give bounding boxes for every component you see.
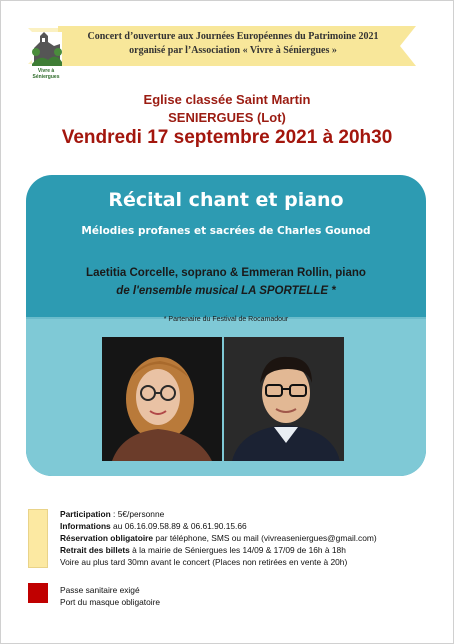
- performers: Laetitia Corcelle, soprano & Emmeran Rollin, piano: [86, 267, 366, 279]
- recital-title: Récital chant et piano: [108, 189, 344, 211]
- banner-line-2: organisé par l’Association « Vivre à Séniergues »: [129, 45, 337, 56]
- pianist-portrait-icon: [224, 337, 344, 461]
- sanitary-marker: [28, 583, 48, 603]
- town-name: SENIERGUES (Lot): [168, 110, 286, 125]
- banner-line-1: Concert d’ouverture aux Journées Européennes du Patrimoine 2021: [87, 31, 379, 42]
- informations-label: Informations: [60, 521, 111, 531]
- sanitary-pass: Passe sanitaire exigé: [60, 585, 140, 595]
- recital-subtitle: Mélodies profanes et sacrées de Charles Gounod: [81, 225, 371, 237]
- partner-note: * Partenaire du Festival de Rocamadour: [163, 316, 289, 323]
- participation-label: Participation: [60, 509, 111, 519]
- retrait-label: Retrait des billets: [60, 545, 130, 555]
- logo-caption: Vivre à Séniergues: [32, 68, 60, 80]
- retrait-value: à la mairie de Séniergues les 14/09 & 17/09 de 16h à 18h: [129, 545, 346, 555]
- arrival-line: Voire au plus tard 30mn avant le concert (Places non retirées en vente à 20h): [60, 557, 348, 567]
- reservation-value: par téléphone, SMS ou mail (vivreaseniergues@gmail.com): [153, 533, 377, 543]
- participation-line: [60, 508, 377, 520]
- banner-text: [68, 30, 398, 58]
- ensemble-name: de l'ensemble musical LA SPORTELLE *: [116, 285, 336, 297]
- header-banner: [28, 26, 416, 66]
- soprano-photo: [102, 337, 222, 461]
- reservation-label: Réservation obligatoire: [60, 533, 154, 543]
- concert-date: Vendredi 17 septembre 2021 à 20h30: [61, 127, 393, 148]
- informations-line: [60, 520, 377, 532]
- sanitary-info: [60, 584, 160, 608]
- soprano-portrait-icon: [102, 337, 222, 461]
- recital-panel: [26, 175, 426, 476]
- participation-value: : 5€/personne: [110, 509, 165, 519]
- retrait-line: [60, 544, 377, 556]
- pianist-photo: [224, 337, 344, 461]
- info-marker: [28, 509, 48, 568]
- reservation-line: [60, 532, 377, 544]
- practical-info: [60, 508, 377, 568]
- sanitary-mask: Port du masque obligatoire: [60, 597, 161, 607]
- informations-value: au 06.16.09.58.89 & 06.61.90.15.66: [110, 521, 247, 531]
- church-name: Eglise classée Saint Martin: [143, 92, 311, 107]
